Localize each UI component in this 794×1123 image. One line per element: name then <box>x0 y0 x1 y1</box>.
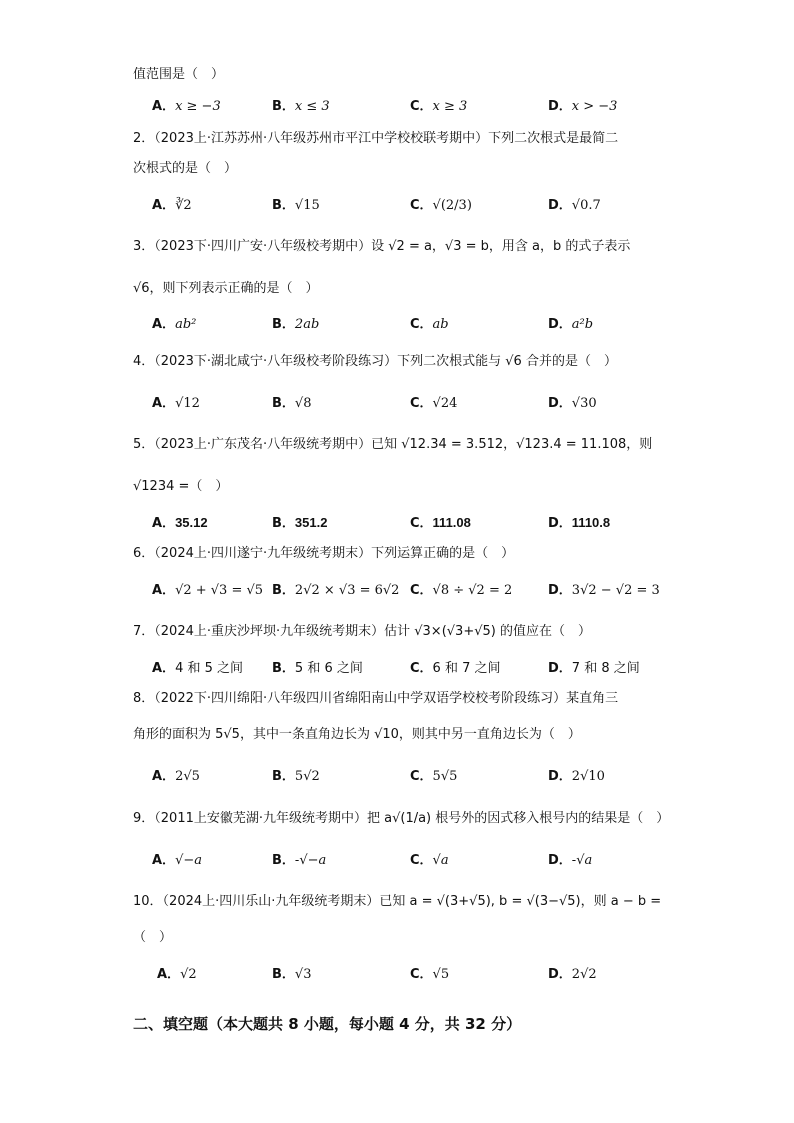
q6-option-d-text: 3√2 − √2 = 3 <box>571 583 660 598</box>
q8-option-b-text: 5√2 <box>294 769 320 784</box>
q5-option-d: D．1110.8 <box>548 515 611 531</box>
q3-option-a: A．ab² <box>152 317 197 332</box>
q8-option-c-text: 5√5 <box>432 769 458 784</box>
q10-option-d-text: 2√2 <box>571 967 597 982</box>
q4-option-c-text: √24 <box>432 396 458 411</box>
q8-option-c: C．5√5 <box>410 769 458 784</box>
q5-option-a-text: 35.12 <box>175 515 208 530</box>
q7-option-c-text: 6 和 7 之间 <box>432 661 501 676</box>
q1-option-b-text: x ≤ 3 <box>294 99 330 114</box>
q2-option-c: C．√(2/3) <box>410 198 472 213</box>
q2-option-d-text: √0.7 <box>571 198 601 213</box>
q4-option-a: A．√12 <box>152 396 200 411</box>
q3-option-d-text: a²b <box>571 317 594 332</box>
q1-option-b: B．x ≤ 3 <box>272 99 330 114</box>
q7-stem-line-1: 7．（2024上·重庆沙坪坝·九年级统考期末）估计 √3×(√3+√5) 的值应在（ ） <box>133 624 591 639</box>
q8-option-d: D．2√10 <box>548 769 605 784</box>
q6-option-c: C．√8 ÷ √2 = 2 <box>410 583 513 598</box>
q9-option-a: A．√−a <box>152 853 202 868</box>
q1-option-a: A．x ≥ −3 <box>152 99 221 114</box>
q8-stem-line-1: 8．（2022下·四川绵阳·八年级四川省绵阳南山中学双语学校校考阶段练习）某直角三 <box>133 691 619 706</box>
q7-option-d-text: 7 和 8 之间 <box>571 661 640 676</box>
q3-option-c: C．ab <box>410 317 449 332</box>
q10-option-c: C．√5 <box>410 967 450 982</box>
q10-option-a-text: √2 <box>180 967 197 982</box>
q9-stem-line-1: 9．（2011上安徽芜湖·九年级统考期中）把 a√(1/a) 根号外的因式移入根号内的结果是（ ） <box>133 811 670 826</box>
q7-option-a: A．4 和 5 之间 <box>152 661 244 676</box>
q6-option-b-text: 2√2 × √3 = 6√2 <box>294 583 400 598</box>
q10-stem-line-1: 10．（2024上·四川乐山·九年级统考期末）已知 a = √(3+√5), b = √(3−√5)，则 a − b = <box>133 894 662 909</box>
q5-option-b-text: 351.2 <box>294 515 328 530</box>
q3-option-a-text: ab² <box>175 317 197 332</box>
q9-option-d: D．-√a <box>548 853 593 868</box>
q10-option-d: D．2√2 <box>548 967 597 982</box>
q4-option-a-text: √12 <box>175 396 200 411</box>
q4-option-d: D．√30 <box>548 396 597 411</box>
q8-option-d-text: 2√10 <box>571 769 605 784</box>
q8-option-b: B．5√2 <box>272 769 320 784</box>
q3-option-c-text: ab <box>432 317 449 332</box>
q5-option-b: B．351.2 <box>272 515 328 531</box>
q3-stem-line-1: 3．（2023下·四川广安·八年级校考期中）设 √2 = a，√3 = b，用含 a，b 的式子表示 <box>133 239 631 254</box>
q3-option-b: B．2ab <box>272 317 320 332</box>
q8-option-a: A．2√5 <box>152 769 200 784</box>
q8-stem-line-2: 角形的面积为 5√5，其中一条直角边长为 √10，则其中另一直角边长为（ ） <box>133 727 581 742</box>
q9-option-b-text: -√−a <box>294 853 327 868</box>
q6-option-a: A．√2 + √3 = √5 <box>152 583 264 598</box>
q2-option-a: A．∛2 <box>152 198 192 213</box>
q2-option-b: B．√15 <box>272 198 320 213</box>
q6-option-d: D．3√2 − √2 = 3 <box>548 583 660 598</box>
q1-option-d-text: x > −3 <box>571 99 618 114</box>
q7-option-c: C．6 和 7 之间 <box>410 661 501 676</box>
q6-stem-line-1: 6．（2024上·四川遂宁·九年级统考期末）下列运算正确的是（ ） <box>133 546 515 561</box>
q2-stem-line-1: 2．（2023上·江苏苏州·八年级苏州市平江中学校校联考期中）下列二次根式是最简二 <box>133 131 619 146</box>
q9-option-c-text: √a <box>432 853 449 868</box>
q4-option-b-text: √8 <box>294 396 312 411</box>
q4-stem-line-1: 4．（2023下·湖北咸宁·八年级校考阶段练习）下列二次根式能与 √6 合并的是（ ） <box>133 354 617 369</box>
q2-option-a-text: ∛2 <box>175 198 192 213</box>
q9-option-a-text: √−a <box>175 853 202 868</box>
q3-option-b-text: 2ab <box>294 317 320 332</box>
q2-stem-line-2: 次根式的是（ ） <box>133 161 238 176</box>
q9-option-b: B．-√−a <box>272 853 327 868</box>
q5-option-c-text: 111.08 <box>432 515 471 530</box>
q5-option-a: A．35.12 <box>152 515 208 531</box>
q8-option-a-text: 2√5 <box>175 769 200 784</box>
q1-option-a-text: x ≥ −3 <box>175 99 221 114</box>
q7-option-b: B．5 和 6 之间 <box>272 661 363 676</box>
q10-option-b-text: √3 <box>294 967 312 982</box>
q3-option-d: D．a²b <box>548 317 594 332</box>
q1-option-d: D．x > −3 <box>548 99 618 114</box>
q5-stem-line-2: √1234 =（ ） <box>133 479 229 494</box>
question-1-tail: 值范围是（ ） <box>133 67 225 82</box>
q2-option-d: D．√0.7 <box>548 198 601 213</box>
q5-option-d-text: 1110.8 <box>571 515 611 530</box>
q10-option-a: A．√2 <box>157 967 197 982</box>
q6-option-b: B．2√2 × √3 = 6√2 <box>272 583 400 598</box>
q2-option-b-text: √15 <box>294 198 320 213</box>
q4-option-c: C．√24 <box>410 396 458 411</box>
q10-option-c-text: √5 <box>432 967 450 982</box>
q1-option-c: C．x ≥ 3 <box>410 99 468 114</box>
q6-option-c-text: √8 ÷ √2 = 2 <box>432 583 513 598</box>
q10-stem-line-2: （ ） <box>133 930 173 945</box>
section-2-title: 二、填空题（本大题共 8 小题，每小题 4 分，共 32 分） <box>133 1015 522 1033</box>
q2-option-c-text: √(2/3) <box>432 198 472 213</box>
q9-option-d-text: -√a <box>571 853 593 868</box>
q7-option-a-text: 4 和 5 之间 <box>175 661 244 676</box>
q1-option-c-text: x ≥ 3 <box>432 99 468 114</box>
q7-option-d: D．7 和 8 之间 <box>548 661 640 676</box>
q7-option-b-text: 5 和 6 之间 <box>294 661 363 676</box>
q3-stem-line-2: √6，则下列表示正确的是（ ） <box>133 281 319 296</box>
q9-option-c: C．√a <box>410 853 449 868</box>
q5-stem-line-1: 5．（2023上·广东茂名·八年级统考期中）已知 √12.34 = 3.512，√123.4 = 11.108，则 <box>133 437 653 452</box>
q6-option-a-text: √2 + √3 = √5 <box>175 583 264 598</box>
q10-option-b: B．√3 <box>272 967 312 982</box>
q4-option-d-text: √30 <box>571 396 597 411</box>
q5-option-c: C．111.08 <box>410 515 471 531</box>
q4-option-b: B．√8 <box>272 396 312 411</box>
